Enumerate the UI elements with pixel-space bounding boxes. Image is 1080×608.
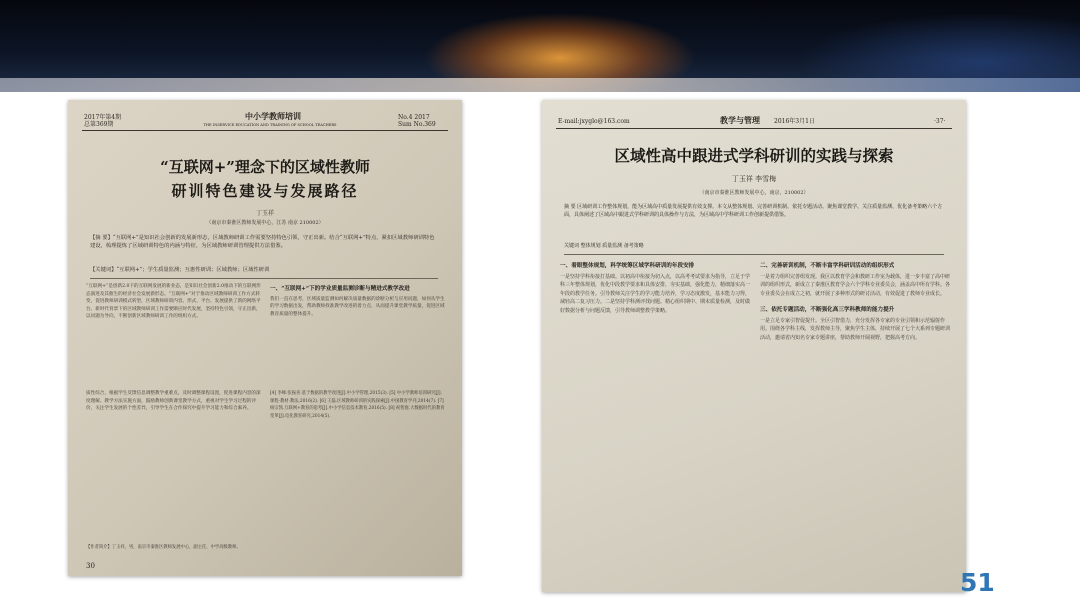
banner-light-stripe: [0, 78, 1080, 92]
left-col2-heading: 一、“互联网+”下的学业质量监测诊断与精进式教学改进: [270, 286, 410, 292]
right-col2-heading-b: 三、依托专题活动，不断强化高三学科教师的能力提升: [760, 307, 895, 314]
right-col2-text-a: 一是着力组织完善组发现。我区以教育学会和教研工作室为载体，进一步丰富了高中研训的组织形式，新成立了秦淮区教育学会六个学科专业委员会，涵盖高中所有学科。各专业委员会在成立之初，就开展了多种形式的研讨活动，有效促进了教师专业成长。: [760, 273, 951, 297]
left-journal-name: 中小学教师培训: [245, 111, 301, 121]
right-header-email: E-mail:jxyglo@163.com: [558, 118, 630, 125]
right-journal-name: 教学与管理: [720, 115, 760, 125]
right-page-number: ·37·: [934, 118, 946, 125]
left-abstract-rule: [90, 278, 438, 279]
right-col2-heading-a: 二、完善研训机制，不断丰富学科研训活动的组织形式: [760, 263, 895, 269]
journal-page-photo-right: [542, 100, 966, 592]
right-issue-date: 2016年3月1日: [774, 118, 815, 125]
header-banner: [0, 0, 1080, 92]
left-footer-note: [86, 544, 446, 560]
left-header-issue: 2017年第4期: [84, 114, 122, 121]
left-column-2: [270, 283, 446, 383]
right-col2-text-b: 一是立足专家引智促提升。全区引智借力，充分发挥各专家的专业引领和示范辐射作用。围绕各学科主线，发挥教师主导，聚焦学生主体，持续开展了七个大系列专题研训活动，邀请省内知名专家专题讲座，帮助教师开阔视野，把握高考方向。: [760, 317, 951, 341]
left-column-4: [270, 390, 446, 540]
left-column-1: [86, 283, 262, 383]
right-column-2: [760, 260, 952, 580]
left-column-3: [86, 390, 262, 540]
left-header-no: No.4 2017: [398, 114, 430, 121]
left-col1-text: “互联网+”是创新2.0下的互联网发展的新业态，是知识社会创新2.0推动下的互联网形态演进及其催生的经济社会发展新形态。“互联网+”对于推动区域教师研训工作方式转变，促进教师研训模式转型，区域教师研训内容、形式、平台、发展提供了新的网络平台。新时代背景下的区域教师研训工作需要顺应时代发展，坚持特色引领，守正出新，以问题为导向，不断创新区域教师研训工作的组织方式。: [86, 284, 261, 319]
right-title: 区域性高中跟进式学科研训的实践与探索: [614, 146, 894, 165]
left-title-line1: “互联网+”理念下的区域性教师: [160, 158, 370, 176]
left-author: 丁玉祥: [255, 210, 274, 217]
right-abstract-rule: [564, 254, 944, 255]
right-column-1: [560, 260, 752, 580]
left-abstract: 【摘 要】“互联网+”是知识社会创新的发展新形态，区域教师研训工作需要坚持特色引领、守正出新。结合“互联网+”特点，紧扣区域教师研训特色建设，梳理提炼了区域研训特色的内涵与特征，为区域教师研训管理提供方法借鉴。: [90, 235, 435, 249]
right-affiliation: （南京市秦淮区教师发展中心，南京，210002）: [699, 190, 809, 196]
right-header-rule: [556, 128, 952, 129]
left-col4-refs: [4] 李峰.张振喜.基于数据的教学改进[J].中小学管理,2015(3). [5] 中小学教师培训研究[J].课程·教材·教法,2016(2). [6] 王磊.区域教师研训的实践探索[J].中国教育学刊,2014(7). [7] 杨宗凯.互联网+教育的思考[J].中小学信息技术教育,2016(5). [8] 祝智庭.大数据时代的教育变革[J].电化教育研究,2014(5).: [270, 391, 445, 419]
left-keywords: 【关键词】“互联网+”；学生质量监测；互惠性研训；区域教师；区域性研训: [90, 267, 270, 273]
left-col3-text: 质性综合，根据学生反馈信息调整教学重难点，及时调整课程设置，促进课程内容的深度理解。教学方法实施方面，鼓励教师创新课堂教学方式，重视对学生学习过程的评价，关注学生发展的个性差异，引导学生在合作探究中提升学习能力和综合素养。: [86, 391, 261, 411]
slide-page-number: 51: [960, 568, 995, 597]
left-affiliation: （南京市秦淮区教师发展中心，江苏 南京 210002）: [206, 220, 324, 226]
left-title-line2: 研训特色建设与发展路径: [171, 182, 359, 200]
left-col2-text: 我们一直在思考，区域质量监测如何解决质量数据的诊断分析与应用问题，如何从学生的学习数据出发，帮助教师找准教学改进的着力点，从而提升课堂教学质量，促进区域教育质量的整体提升。: [270, 296, 445, 317]
journal-page-photo-left: [68, 100, 462, 576]
left-page-number: 30: [86, 562, 95, 570]
right-keywords: 关键词 整体规划 质量监测 备考策略: [564, 243, 644, 249]
right-col1-text: 一是坚持学科衔接打基础。以初高中衔接为切入点，以高考考试要求为指导，立足于学科三年整体规划，优化中段教学要求和具体安排，夯实基础，强化能力，精细落实高一年段的教学任务。引导教师关注学生的学习能力培养，学习态度激发，基本能力习得，减轻高二复习压力。二是坚持学科测评找问题。精心组织期中、期末质量检测，及时做好数据分析与问题反馈，引导教师调整教学策略。: [560, 273, 751, 314]
left-journal-english: THE INSERVICE EDUCATION AND TRAINING OF SCHOOL TEACHERS: [203, 123, 337, 127]
left-footer-text: 【作者简介】丁玉祥，男，南京市秦淮区教师发展中心，副主任，中学高级教师。: [86, 545, 241, 550]
right-authors: 丁玉祥 李雪梅: [731, 175, 777, 183]
right-abstract: 摘 要 区域研训工作整体规划，能为区域高中质量发展提供有效支撑。本文从整体规划、完善研训机制、依托专题活动、聚焦课堂教学、关注质量监测、优化备考策略六个方面，具体阐述了区域高中跟进式学科研训的具体操作与方法，为区域高中学科研训工作创新提供借鉴。: [564, 204, 943, 218]
left-header-sum: 总第369期: [84, 121, 114, 128]
left-header-rule: [82, 130, 448, 131]
left-header-sumno: Sum No.369: [398, 121, 436, 128]
right-col1-heading: 一、着眼整体规划，科学统筹区域学科研训的年段安排: [560, 263, 695, 269]
